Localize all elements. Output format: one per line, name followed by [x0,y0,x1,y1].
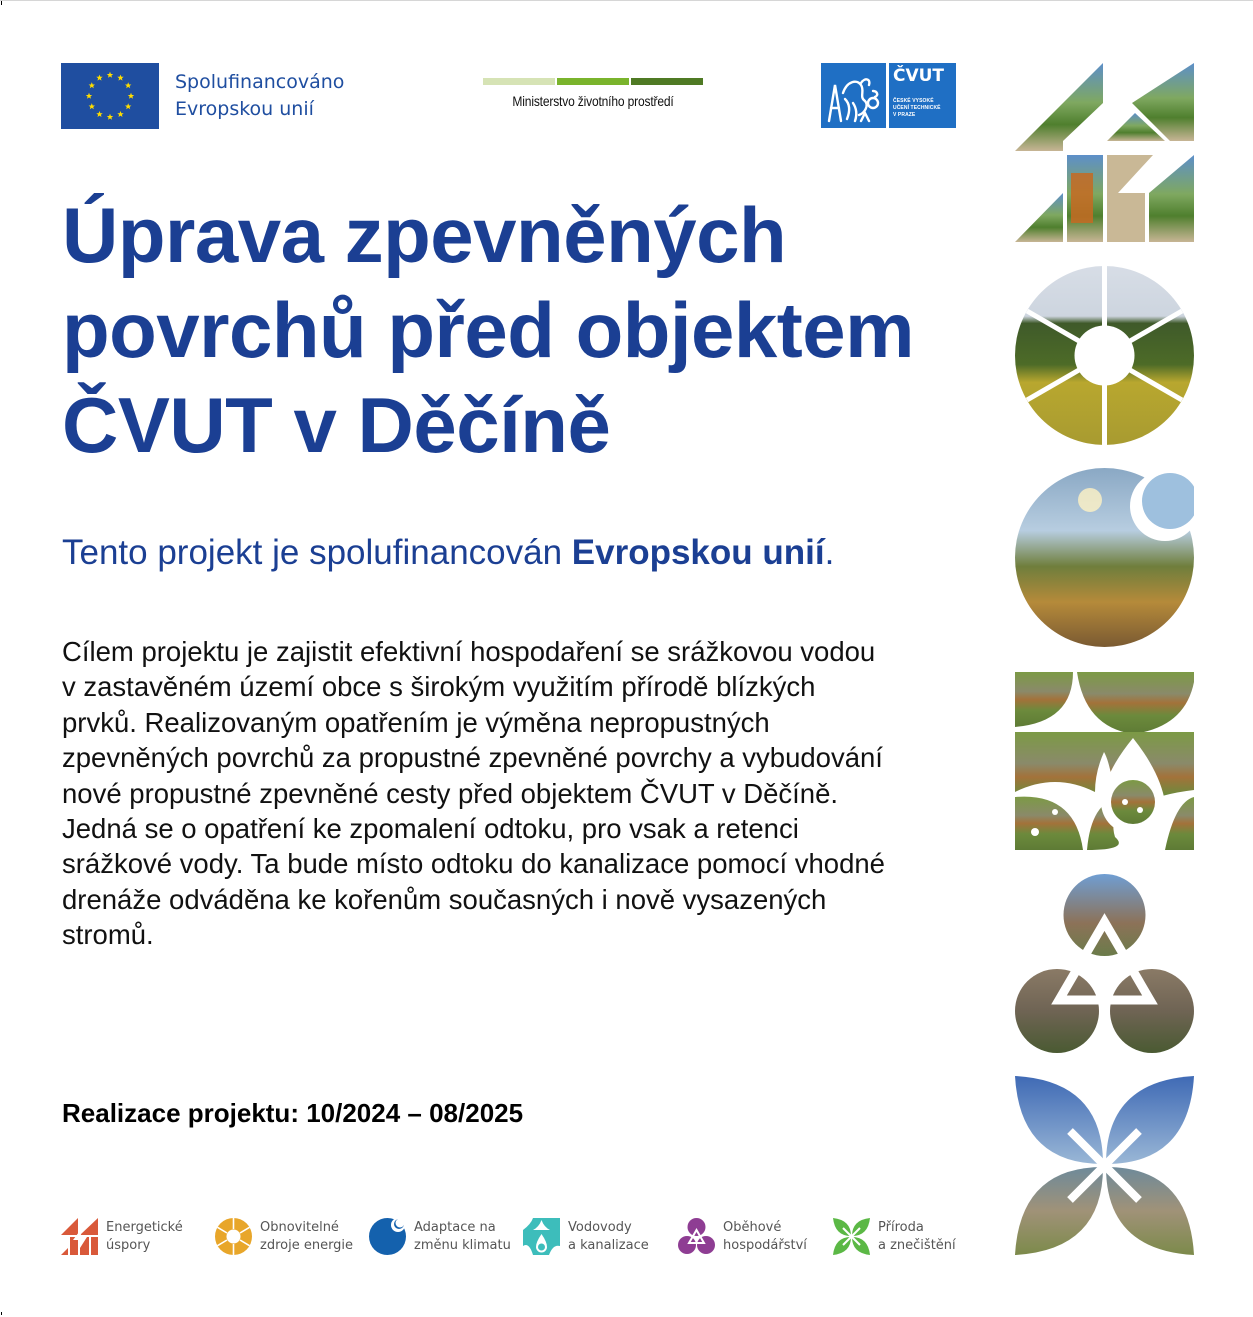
realization-period: Realizace projektu: 10/2024 – 08/2025 [62,1098,524,1128]
category-energy-savings [61,1218,215,1255]
program-categories [61,1218,963,1255]
category-label-line1: Oběhové [723,1219,782,1235]
water-sewerage-photo-icon [1015,672,1194,850]
title-line1: Úprava zpevněných [62,191,787,279]
cvut-sub-line1: ČESKÉ VYSOKÉ [893,98,934,104]
category-label-line1: Energetické [106,1219,183,1235]
category-label-line2: změnu klimatu [414,1237,511,1253]
project-description [62,634,962,953]
category-label-line1: Vodovody [568,1219,632,1235]
eu-logo-line1: Spolufinancováno [175,71,345,93]
description-line: Cílem projektu je zajistit efektivní hospodaření se srážkovou vodou [62,636,876,667]
description-line: drenáže odváděna ke kořenům současných i nově vysazených [62,883,827,915]
category-nature-pollution [833,1218,963,1255]
category-circular-economy [678,1218,833,1255]
category-label-line2: hospodářství [723,1237,807,1253]
description-line: v zastavěném území obce s širokým využitím přírodě blízkých [62,671,816,703]
category-label-line2: úspory [106,1237,151,1253]
ministry-environment-logo [483,78,703,109]
cvut-lion-icon [821,63,886,128]
subtitle-emphasis: Evropskou unií [571,533,825,572]
cofinancing-statement [62,532,834,574]
circular-economy-icon [678,1218,715,1255]
subtitle-suffix: . [824,533,835,572]
energy-savings-photo-icon [1015,63,1194,242]
corner-mark [1,1312,2,1315]
category-water-sewerage [523,1218,678,1255]
cvut-sub-line3: V PRAZE [893,112,916,118]
description-line: prvků. Realizovaným opatřením je výměna nepropustných [62,706,770,738]
description-line: nové propustné zpevněné cesty před objektem ČVUT v Děčíně. [62,777,839,809]
category-label-line1: Obnovitelné [260,1219,339,1235]
eu-cofinanced-logo [61,63,344,129]
eu-logo-line2: Evropskou unií [175,98,314,120]
cvut-sub-line2: UČENÍ TECHNICKÉ [893,105,941,111]
description-line: zpevněných povrchů za propustné zpevněné povrchy a vybudování [62,742,883,774]
climate-adaptation-icon [369,1218,406,1255]
top-border [0,0,1253,1]
nature-pollution-icon [833,1218,870,1255]
description-line: srážkové vody. Ta bude místo odtoku do kanalizace pomocí vhodné [62,848,885,880]
project-title [62,188,982,473]
category-label-line2: zdroje energie [260,1237,354,1253]
cvut-name: ČVUT [893,66,945,86]
category-label-line1: Příroda [878,1219,924,1235]
nature-pollution-photo-icon [1015,1076,1194,1255]
renewable-energy-photo-icon [1015,266,1194,445]
water-sewerage-icon [523,1218,560,1255]
energy-savings-icon [61,1218,98,1255]
category-label-line1: Adaptace na [414,1219,496,1235]
eu-flag-icon [61,63,159,129]
renewable-energy-icon [215,1218,252,1255]
description-line: Jedná se o opatření ke zpomalení odtoku, pro vsak a retenci [62,813,799,845]
circular-economy-photo-icon [1015,874,1194,1053]
corner-mark [1,1,2,5]
title-line2: povrchů před objektem [62,286,914,374]
title-line3: ČVUT v Děčíně [62,381,611,469]
subtitle-prefix: Tento projekt je spolufinancován [62,533,572,572]
category-renewable-energy [215,1218,369,1255]
ministry-color-bars [483,78,703,85]
cvut-logo [821,63,956,128]
description-line: stromů. [62,919,154,951]
category-climate-adaptation [369,1218,523,1255]
category-label-line2: a kanalizace [568,1237,649,1253]
climate-adaptation-photo-icon [1015,468,1194,647]
ministry-name: Ministerstvo životního prostředí [512,93,674,109]
category-label-line2: a znečištění [878,1237,956,1253]
